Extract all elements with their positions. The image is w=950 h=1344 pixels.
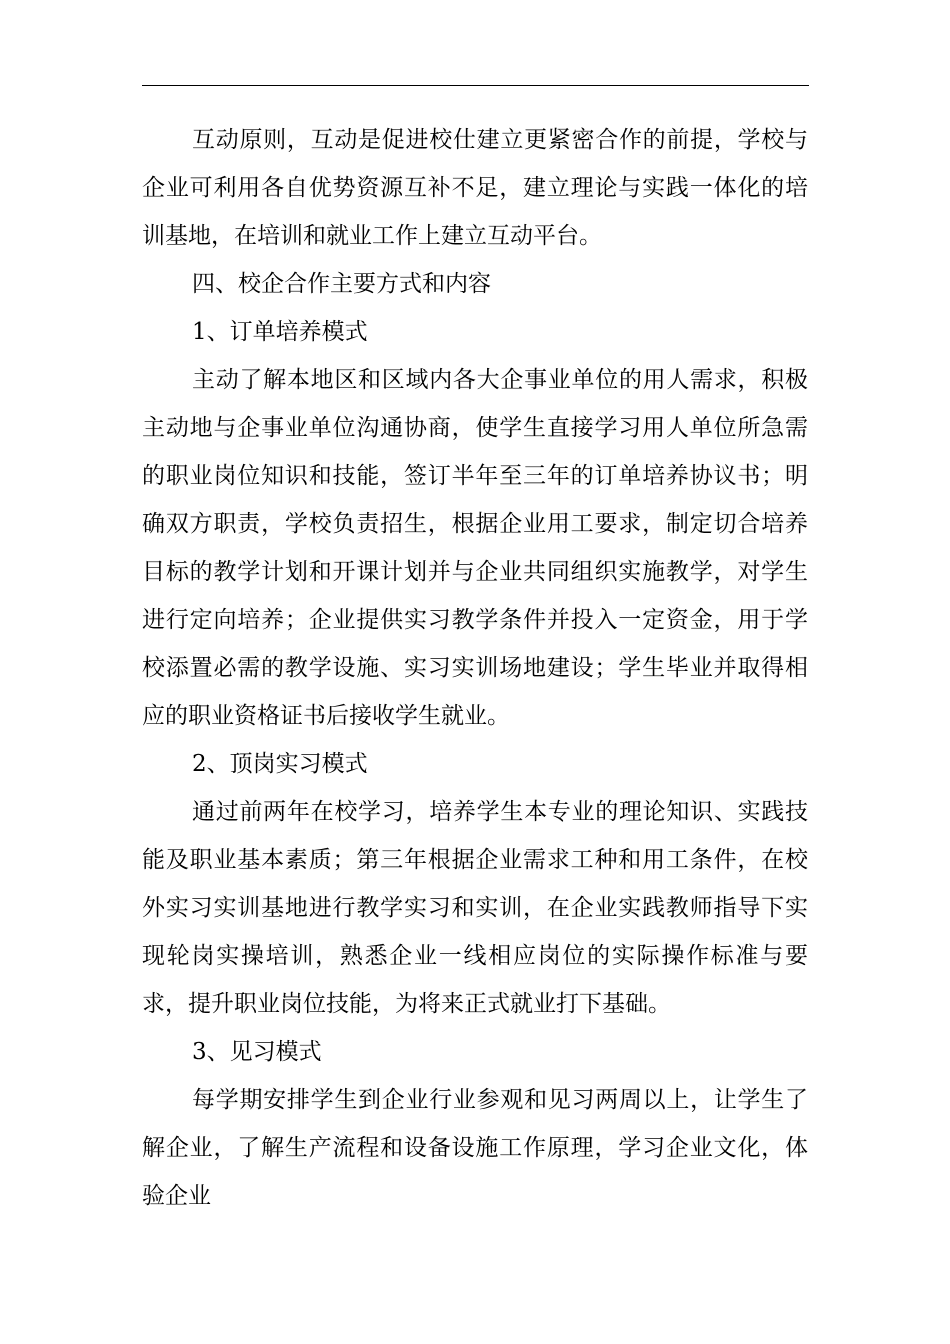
paragraph-order-training: 主动了解本地区和区域内各大企事业单位的用人需求，积极主动地与企事业单位沟通协商，使学生直接学习用人单位所急需的职业岗位知识和技能，签订半年至三年的订单培养协议书；明确双方职责，学校负责招生，根据企业用工要求，制定切合培养目标的教学计划和开课计划并与企业共同组织实施教学，对学生进行定向培养；企业提供实习教学条件并投入一定资金，用于学校添置必需的教学设施、实习实训场地建设；学生毕业并取得相应的职业资格证书后接收学生就业。 xyxy=(142,367,808,729)
section-heading-cooperation-modes: 四、校企合作主要方式和内容 xyxy=(192,271,491,297)
paragraph-observation: 每学期安排学生到企业行业参观和见习两周以上，让学生了解企业，了解生产流程和设备设施工作原理，学习企业文化，体验企业 xyxy=(142,1087,808,1209)
subheading-order-training: 1、订单培养模式 xyxy=(192,319,368,345)
paragraph-internship: 通过前两年在校学习，培养学生本专业的理论知识、实践技能及职业基本素质；第三年根据企业需求工种和用工条件，在校外实习实训基地进行教学实习和实训，在企业实践教师指导下实现轮岗实操培训，熟悉企业一线相应岗位的实际操作标准与要求，提升职业岗位技能，为将来正式就业打下基础。 xyxy=(142,799,808,1017)
subheading-internship: 2、顶岗实习模式 xyxy=(192,751,368,777)
document-body xyxy=(142,116,808,1220)
header-rule xyxy=(142,85,809,86)
subheading-observation: 3、见习模式 xyxy=(192,1039,322,1065)
paragraph-interaction-principle: 互动原则，互动是促进校仕建立更紧密合作的前提，学校与企业可利用各自优势资源互补不足，建立理论与实践一体化的培训基地，在培训和就业工作上建立互动平台。 xyxy=(142,127,808,249)
